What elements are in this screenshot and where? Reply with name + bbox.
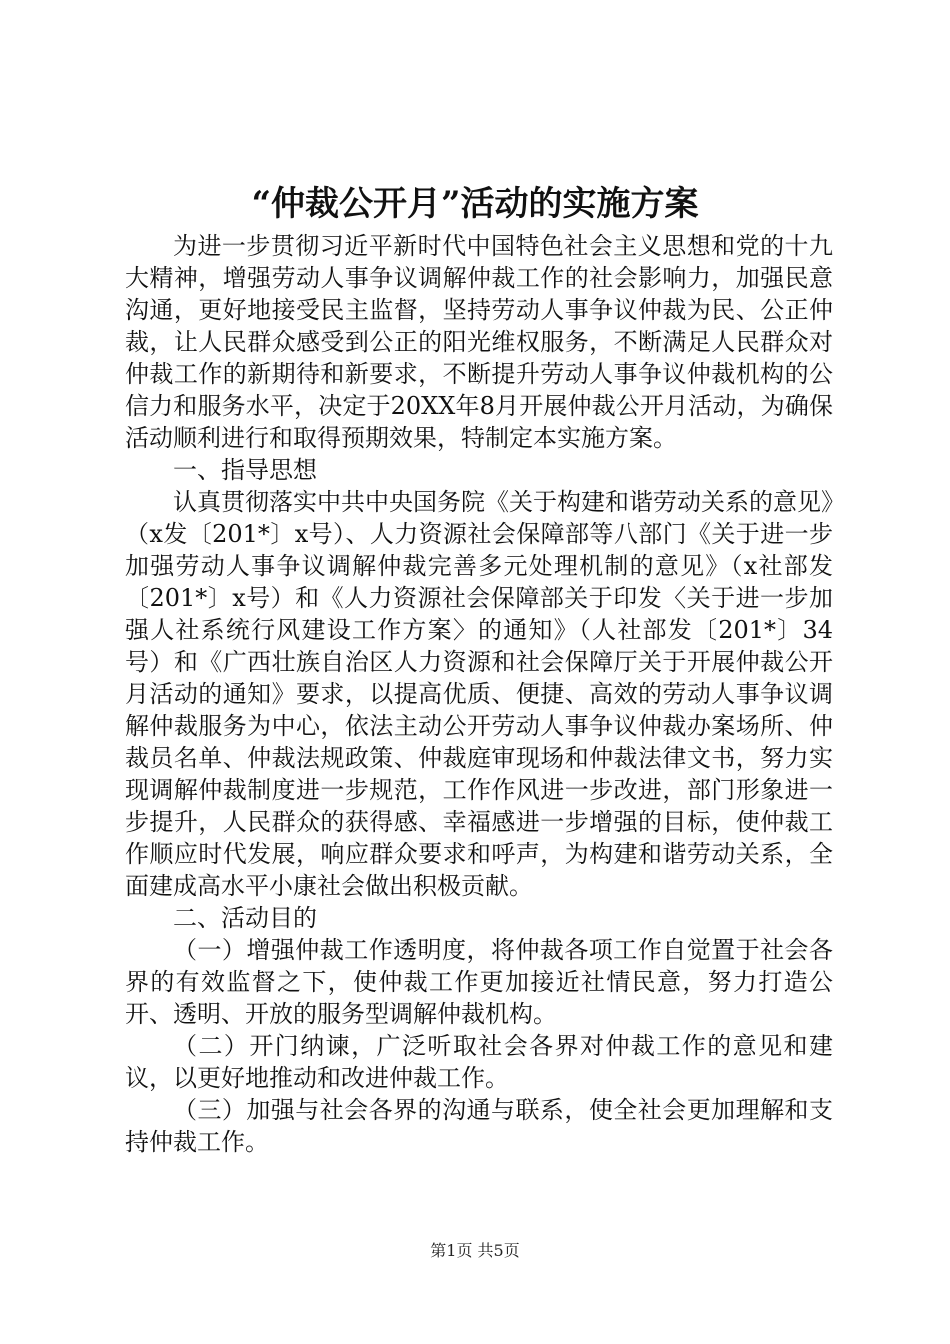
purpose-item-2: （二）开门纳谏，广泛听取社会各界对仲裁工作的意见和建议，以更好地推动和改进仲裁工作。 — [125, 1032, 833, 1092]
document-body — [125, 230, 833, 1158]
document-title: “仲裁公开月”活动的实施方案 — [251, 184, 699, 224]
purpose-item-1: （一）增强仲裁工作透明度，将仲裁各项工作自觉置于社会各界的有效监督之下，使仲裁工作更加接近社情民意，努力打造公开、透明、开放的服务型调解仲裁机构。 — [125, 936, 833, 1028]
purpose-item-3: （三）加强与社会各界的沟通与联系，使全社会更加理解和支持仲裁工作。 — [125, 1096, 833, 1156]
section-heading-guiding-ideology: 一、指导思想 — [173, 456, 317, 484]
page-number-footer: 第1页 共5页 — [430, 1241, 520, 1260]
section-heading-activity-purpose: 二、活动目的 — [173, 904, 317, 932]
intro-paragraph: 为进一步贯彻习近平新时代中国特色社会主义思想和党的十九大精神，增强劳动人事争议调解仲裁工作的社会影响力，加强民意沟通，更好地接受民主监督，坚持劳动人事争议仲裁为民、公正仲裁，让人民群众感受到公正的阳光维权服务，不断满足人民群众对仲裁工作的新期待和新要求，不断提升劳动人事争议仲裁机构的公信力和服务水平，决定于20XX年8月开展仲裁公开月活动，为确保活动顺利进行和取得预期效果，特制定本实施方案。 — [125, 232, 833, 452]
guiding-ideology-paragraph: 认真贯彻落实中共中央国务院《关于构建和谐劳动关系的意见》（x发〔201*〕x号）、人力资源社会保障部等八部门《关于进一步加强劳动人事争议调解仲裁完善多元处理机制的意见》（x社部发〔201*〕x号）和《人力资源社会保障部关于印发〈关于进一步加强人社系统行风建设工作方案〉的通知》（人社部发〔201*〕34号）和《广西壮族自治区人力资源和社会保障厅关于开展仲裁公开月活动的通知》要求，以提高优质、便捷、高效的劳动人事争议调解仲裁服务为中心，依法主动公开劳动人事争议仲裁办案场所、仲裁员名单、仲裁法规政策、仲裁庭审现场和仲裁法律文书，努力实现调解仲裁制度进一步规范，工作作风进一步改进，部门形象进一步提升，人民群众的获得感、幸福感进一步增强的目标，使仲裁工作顺应时代发展，响应群众要求和呼声，为构建和谐劳动关系，全面建成高水平小康社会做出积极贡献。 — [125, 488, 833, 900]
